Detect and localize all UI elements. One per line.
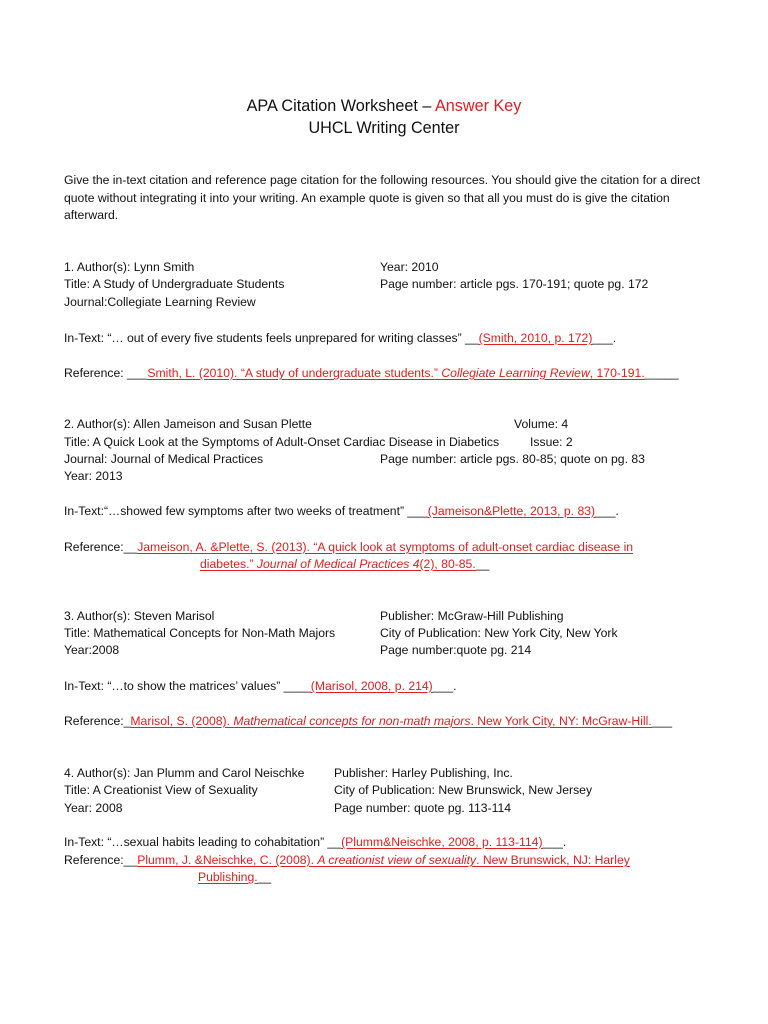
item3-year: Year:2008 [64,643,120,657]
item4-pages: Page number: quote pg. 113-114 [334,801,512,815]
item1-intext-answer: (Smith, 2010, p. 172) [478,331,593,345]
item2-year: Year: 2013 [64,469,123,483]
item4-reference-answer: Plumm, J. &Neischke, C. (2008). A creationist view of sexuality. New Brunswick, NJ: Harley [137,853,630,867]
item1-pages: Page number: article pgs. 170-191; quote pg. 172 [380,277,649,291]
intro-paragraph: Give the in-text citation and reference page citation for the following resources. You should give the citation for a direct quote without integrating it into your writing. An example quote is given so that all you must do is give the citation afterward. [64,173,701,222]
item3-intext: In-Text: “…to show the matrices’ values” ____(Marisol, 2008, p. 214)___. [64,679,457,693]
item4-intext: In-Text: “…sexual habits leading to cohabitation” __(Plumm&Neischke, 2008, p. 113-114)___. [64,835,567,849]
item2-reference-line2: diabetes.” Journal of Medical Practices 4(2), 80-85.__ [200,557,490,571]
item4-authors: 4. Author(s): Jan Plumm and Carol Neischke [64,766,305,780]
item1-reference: Reference: ___Smith, L. (2010). “A study of undergraduate students.” Collegiate Learning Review, 170-191._____ [64,366,679,380]
item2-volume: Volume: 4 [514,417,569,431]
item2-authors: 2. Author(s): Allen Jameison and Susan Plette [64,417,312,431]
item3-pages: Page number:quote pg. 214 [380,643,532,657]
item4-year: Year: 2008 [64,801,123,815]
item1-year: Year: 2010 [380,260,439,274]
page-subtitle: UHCL Writing Center [308,119,460,137]
item2-title: Title: A Quick Look at the Symptoms of Adult-Onset Cardiac Disease in Diabetics [64,435,500,449]
item3-reference: Reference:_Marisol, S. (2008). Mathematical concepts for non-math majors. New York City, NY: McGraw-Hill.___ [64,714,673,728]
item3-city: City of Publication: New York City, New York [380,626,618,640]
item2-journal: Journal: Journal of Medical Practices [64,452,264,466]
item4-publisher: Publisher: Harley Publishing, Inc. [334,766,513,780]
item2-pages: Page number: article pgs. 80-85; quote on pg. 83 [380,452,645,466]
item1-intext: In-Text: “… out of every five students feels unprepared for writing classes” __(Smith, 2010, p. 172)___. [64,331,617,345]
item4-reference-line1: Reference:__Plumm, J. &Neischke, C. (2008). A creationist view of sexuality. New Brunswick, NJ: Harley [64,853,630,867]
item1-reference-answer: Smith, L. (2010). “A study of undergraduate students.” Collegiate Learning Review, 170-191. [147,366,645,380]
item3-authors: 3. Author(s): Steven Marisol [64,609,215,623]
item1-authors: 1. Author(s): Lynn Smith [64,260,195,274]
item3-publisher: Publisher: McGraw-Hill Publishing [380,609,564,623]
item4-city: City of Publication: New Brunswick, New Jersey [334,783,593,797]
page-title [0,96,768,116]
title-main: APA Citation Worksheet – [246,97,435,115]
item4-intext-answer: (Plumm&Neischke, 2008, p. 113-114) [341,835,543,849]
item3-reference-answer: Marisol, S. (2008). Mathematical concepts for non-math majors. New York City, NY: McGraw-Hill. [130,714,652,728]
item1-title: Title: A Study of Undergraduate Students [64,277,285,291]
item1-journal: Journal:Collegiate Learning Review [64,295,256,309]
item2-issue: Issue: 2 [530,435,573,449]
item2-intext-answer: (Jameison&Plette, 2013, p. 83) [427,504,596,518]
item4-reference-line2: Publishing.__ [198,870,272,884]
title-accent: Answer Key [434,97,522,115]
item3-title: Title: Mathematical Concepts for Non-Math Majors [64,626,336,640]
item2-reference-answer: Jameison, A. &Plette, S. (2013). “A quick look at symptoms of adult-onset cardiac disease in [137,540,634,554]
item3-intext-answer: (Marisol, 2008, p. 214) [310,679,433,693]
item2-reference-line1: Reference:__Jameison, A. &Plette, S. (2013). “A quick look at symptoms of adult-onset cardiac disease in [64,540,634,554]
item2-intext: In-Text:“…showed few symptoms after two weeks of treatment” ___(Jameison&Plette, 2013, p. 83)___. [64,504,619,518]
item4-title: Title: A Creationist View of Sexuality [64,783,258,797]
